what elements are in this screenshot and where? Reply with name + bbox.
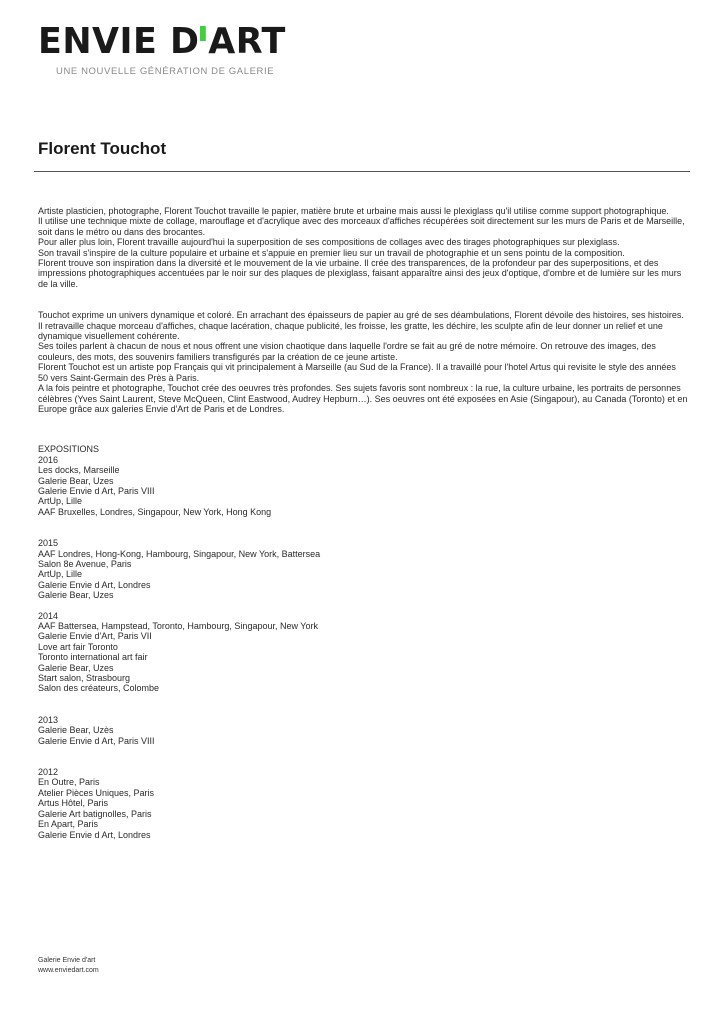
exposition-item: En Apart, Paris [38,819,99,830]
exposition-item: Galerie Envie d'Art, Paris VII [38,631,152,642]
exposition-item: Salon 8e Avenue, Paris [38,558,132,569]
exposition-item: Atelier Pièces Uniques, Paris [38,787,155,798]
exposition-item: Galerie Envie d Art, Paris VIII [38,735,155,746]
exposition-item: En Outre, Paris [38,777,100,788]
exposition-item: Galerie Bear, Uzès [38,725,114,736]
exposition-item: Salon des créateurs, Colombe [38,683,160,694]
exposition-year-2013 [38,715,688,746]
bio-line: Florent trouve son inspiration dans la diversité et le mouvement de la vie urbaine. Il crée des transparences, de la profondeur par des superpositions, et des impressions photographiques accentuées par le noir sur des plaques de plexiglass, faisant apparaître ainsi des jeux d'optique, d'ombre et de lumière sur les murs de la ville. [38,258,682,289]
exposition-year: 2016 [38,454,59,465]
bio-paragraph-1 [38,206,688,289]
exposition-item: Love art fair Toronto [38,641,118,652]
exposition-item: Galerie Bear, Uzes [38,662,114,673]
logo-word-left: ENVIE D [38,21,200,62]
exposition-item: Toronto international art fair [38,652,148,663]
page-title: Florent Touchot [38,139,167,158]
exposition-item: Galerie Envie d Art, Londres [38,579,151,590]
main-content [38,206,688,840]
exposition-item: ArtUp, Lille [38,569,83,580]
exposition-item: AAF Battersea, Hampstead, Toronto, Hambourg, Singapour, New York [38,621,318,631]
exposition-year-2015 [38,538,688,600]
bio-paragraph-2 [38,310,688,414]
bio-line: Touchot exprime un univers dynamique et coloré. En arrachant des épaisseurs de papier au gré de ses déambulations, Florent dévoile des histoires, ses histoires. Il retravaille chaque morceau d'affiches, chaque lacération, chaque publicité, les froisse, les gratte, les déchire, les sculpte afin de leur donner un relief et une dynamique visuellement cohérente. [38,310,684,342]
bio-line: Pour aller plus loin, Florent travaille aujourd'hui la superposition de ses compositions de collages avec des tirages photographiques sur plexiglass. [38,237,620,248]
footer-website: www.enviedart.com [38,967,99,974]
bio-line: Il utilise une technique mixte de collage, marouflage et d'acrylique avec des morceaux d'affiches récupérées soit directement sur les murs de Paris et de Marseille, soit dans le métro ou dans des brocantes. [38,216,685,237]
exposition-year-2016 [38,455,688,517]
bio-line: Son travail s'inspire de la culture populaire et urbaine et s'appuie en premier lieu sur un travail de photographie et un sens pointu de la composition. [38,247,625,258]
exposition-year-2014 [38,611,688,694]
expositions-heading: EXPOSITIONS [38,444,100,455]
exposition-item: Galerie Bear, Uzes [38,475,114,486]
logo-word-right: ART [208,21,286,62]
exposition-item: Galerie Envie d Art, Londres [38,829,151,840]
bio-line: Florent Touchot est un artiste pop Français qui vit principalement à Marseille (au Sud de la France). Il a travaillé pour l'hotel Artus qui revisite le style des années 50 vers Saint-Germain des Près à Paris. [38,362,676,383]
exposition-year: 2014 [38,610,59,621]
exposition-item: AAF Bruxelles, Londres, Singapour, New York, Hong Kong [38,506,272,517]
exposition-year: 2013 [38,714,59,725]
logo-apostrophe-accent [200,26,206,41]
exposition-year-2012 [38,767,688,840]
bio-line: A la fois peintre et photographe, Touchot crée des oeuvres très profondes. Ses sujets favoris sont nombreux : la rue, la culture urbaine, les portraits de personnes célèbres (Yves Saint Laurent, Steve McQueen, Clint Eastwood, Audrey Hepburn…). Ses oeuvres ont été exposées en Asie (Singapour), au Canada (Toronto) et en Europe grâce aux galeries Envie d'Art de Paris et de Londres. [38,383,688,414]
bio-line: Artiste plasticien, photographe, Florent Touchot travaille le papier, matière brute et urbaine mais aussi le plexiglass qu'il utilise comme support photographique. [38,206,669,216]
exposition-item: AAF Londres, Hong-Kong, Hambourg, Singapour, New York, Battersea [38,548,321,559]
bio-line: Ses toiles parlent à chacun de nous et nous offrent une vision chaotique dans laquelle l'ordre se fait au gré de notre mémoire. On retrouve des images, des couleurs, des mots, des souvenirs familiers transfigurés par la création de ce jeune artiste. [38,341,656,362]
footer [38,956,99,976]
exposition-item: Galerie Art batignolles, Paris [38,808,152,819]
logo [38,21,294,77]
exposition-item: Galerie Envie d Art, Paris VIII [38,485,155,496]
exposition-item: Galerie Bear, Uzes [38,590,114,601]
exposition-item: ArtUp, Lille [38,496,83,507]
exposition-item: Start salon, Strasbourg [38,673,131,684]
title-divider [34,171,690,172]
exposition-item: Les docks, Marseille [38,465,120,476]
logo-wordmark [38,22,286,62]
exposition-year: 2012 [38,767,59,778]
exposition-year: 2015 [38,538,59,549]
footer-gallery-name: Galerie Envie d'art [38,957,96,964]
logo-subtitle: UNE NOUVELLE GÉNÉRATION DE GALERIE [56,66,275,77]
exposition-item: Artus Hôtel, Paris [38,798,109,809]
